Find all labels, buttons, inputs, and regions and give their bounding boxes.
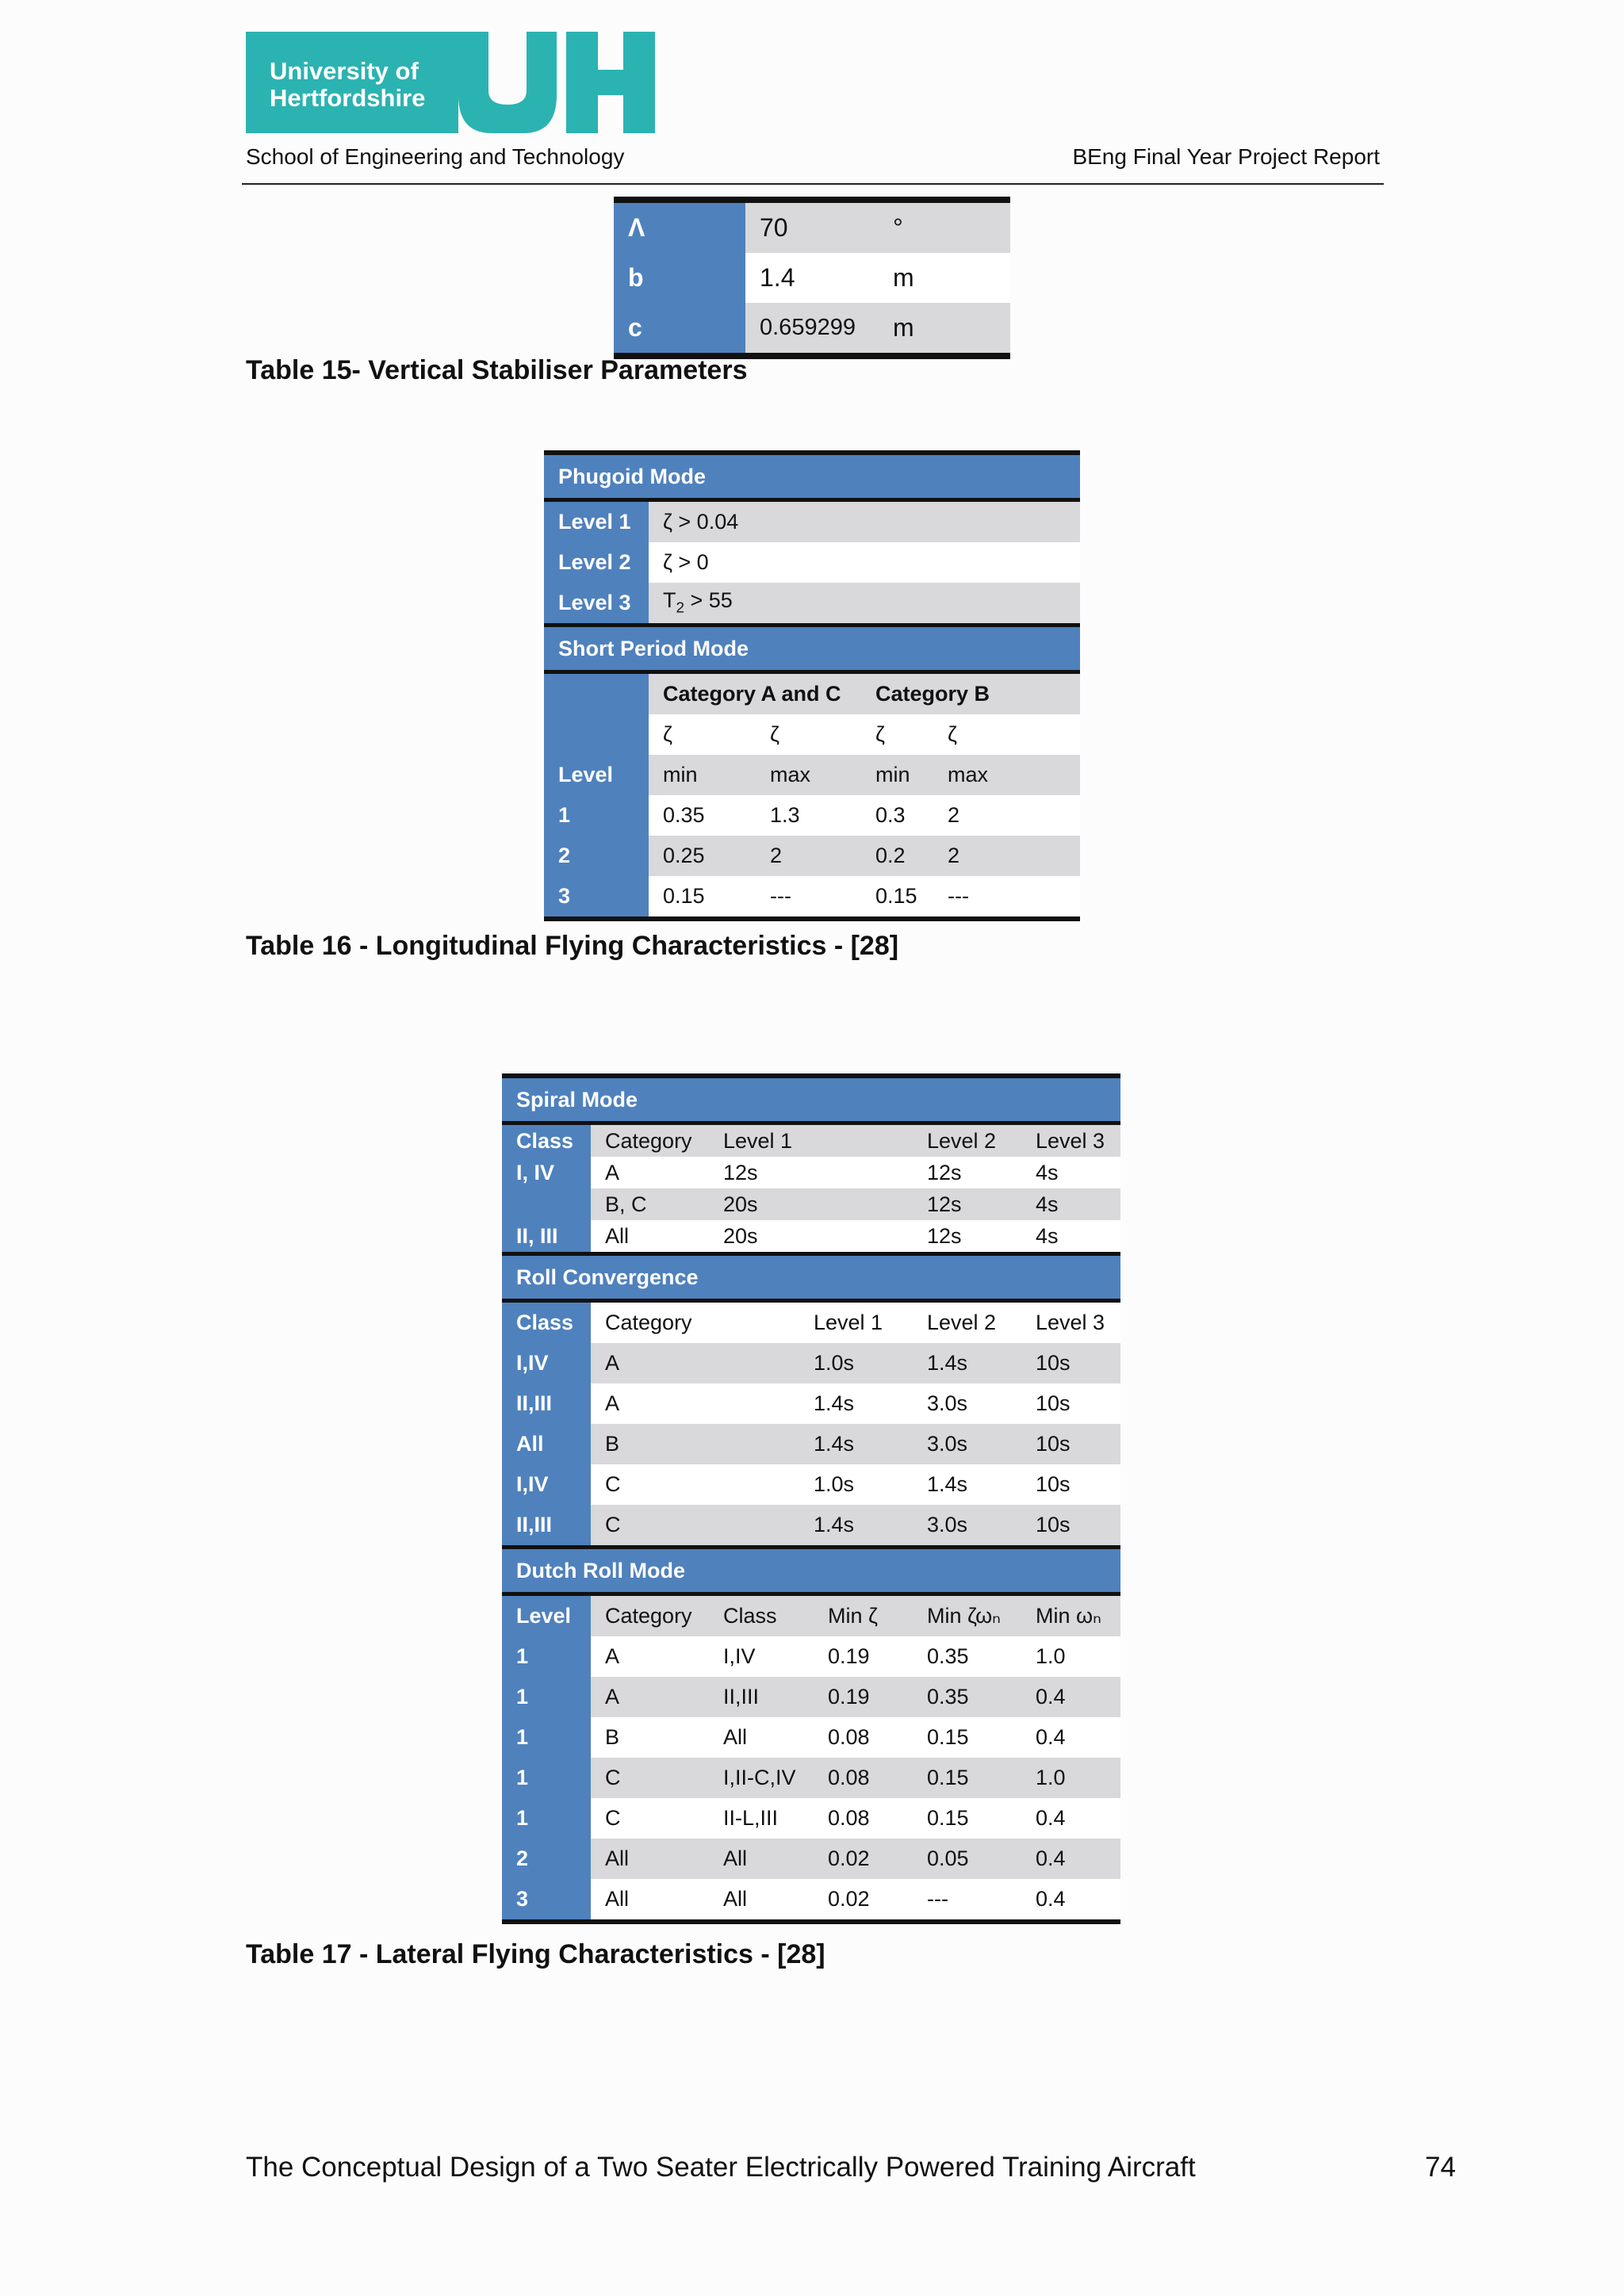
- dutch-roll-title: Dutch Roll Mode: [502, 1548, 1120, 1594]
- level2-header: Level 2: [913, 1301, 1021, 1344]
- class-cell: I,IV: [502, 1343, 591, 1383]
- param-unit: °: [879, 200, 1010, 253]
- vertical-stabiliser-table: [614, 197, 1010, 359]
- cell: 0.19: [814, 1636, 913, 1677]
- table-row: [544, 755, 1080, 795]
- table-row: [502, 1123, 1120, 1158]
- class-cell: I,IV: [502, 1464, 591, 1505]
- level-number: 1: [502, 1636, 591, 1677]
- param-value: 0.659299: [745, 303, 879, 356]
- level-number: 1: [502, 1798, 591, 1839]
- phugoid-criterion: ζ > 0.04: [649, 500, 1080, 543]
- cell: 0.02: [814, 1879, 913, 1922]
- cell: 1.4s: [814, 1505, 913, 1548]
- cell: 3.0s: [913, 1505, 1021, 1548]
- cell: A: [591, 1383, 814, 1424]
- cell: 1.0: [1021, 1636, 1120, 1677]
- cell: 0.4: [1021, 1717, 1120, 1758]
- zeta-symbol: ζ: [933, 714, 1080, 755]
- cell: 1.4s: [913, 1464, 1021, 1505]
- table-row: [502, 1758, 1120, 1798]
- cell: 0.4: [1021, 1879, 1120, 1922]
- cell: A: [591, 1636, 709, 1677]
- cell: 0.15: [861, 876, 933, 919]
- min-header: min: [649, 755, 756, 795]
- cell: 2: [933, 795, 1080, 836]
- roll-convergence-title: Roll Convergence: [502, 1254, 1120, 1301]
- table15-caption: Table 15- Vertical Stabiliser Parameters: [246, 355, 748, 385]
- cell: 0.15: [913, 1717, 1021, 1758]
- cell: 0.15: [649, 876, 756, 919]
- logo-text-line2: Hertfordshire: [270, 84, 426, 112]
- section-header-row: [502, 1076, 1120, 1123]
- cell: 2: [933, 836, 1080, 876]
- cell: All: [591, 1839, 709, 1879]
- cell: 1.0s: [814, 1464, 913, 1505]
- table-row: [614, 303, 1010, 356]
- level1-header: Level 1: [709, 1123, 913, 1158]
- spiral-mode-title: Spiral Mode: [502, 1076, 1120, 1123]
- cell: C: [591, 1798, 709, 1839]
- level-number: 2: [544, 836, 649, 876]
- table-row: [544, 836, 1080, 876]
- level-number: 1: [502, 1677, 591, 1717]
- category-header: Category: [591, 1301, 814, 1344]
- param-unit: m: [879, 253, 1010, 303]
- param-unit: m: [879, 303, 1010, 356]
- cell: B: [591, 1424, 814, 1464]
- cell: 4s: [1021, 1220, 1120, 1254]
- cell: A: [591, 1677, 709, 1717]
- cell: 0.08: [814, 1717, 913, 1758]
- table-row: [502, 1383, 1120, 1424]
- cell: 1.0s: [814, 1343, 913, 1383]
- cell: 20s: [709, 1188, 913, 1220]
- zeta-symbol: ζ: [649, 714, 756, 755]
- section-header-row: [544, 453, 1080, 500]
- cell: 4s: [1021, 1157, 1120, 1188]
- level-number: 2: [502, 1839, 591, 1879]
- phugoid-criterion: [649, 583, 1080, 626]
- cell: 0.02: [814, 1839, 913, 1879]
- section-header-row: [544, 626, 1080, 672]
- min-zeta-wn-header: Min ζωₙ: [913, 1594, 1021, 1637]
- level-number: 1: [502, 1758, 591, 1798]
- cell: 0.4: [1021, 1839, 1120, 1879]
- cell: 3.0s: [913, 1383, 1021, 1424]
- max-header: max: [756, 755, 861, 795]
- footer-report-title: The Conceptual Design of a Two Seater Electrically Powered Training Aircraft: [246, 2152, 1196, 2183]
- min-wn-header: Min ωₙ: [1021, 1594, 1120, 1637]
- param-value: 70: [745, 200, 879, 253]
- header-report-type: BEng Final Year Project Report: [1072, 144, 1380, 169]
- cell: C: [591, 1464, 814, 1505]
- min-zeta-header: Min ζ: [814, 1594, 913, 1637]
- cell: All: [591, 1220, 709, 1254]
- cell: 0.35: [649, 795, 756, 836]
- criterion-text: > 55: [684, 588, 733, 613]
- level3-header: Level 3: [1021, 1301, 1120, 1344]
- class-cell: II, III: [502, 1220, 591, 1254]
- cell: 0.4: [1021, 1677, 1120, 1717]
- category-header: Category: [591, 1123, 709, 1158]
- table-row: [544, 714, 1080, 755]
- cell: 0.05: [913, 1839, 1021, 1879]
- cell: C: [591, 1758, 709, 1798]
- blank-cell: [544, 672, 649, 715]
- cell: 10s: [1021, 1424, 1120, 1464]
- level1-header: Level 1: [814, 1301, 913, 1344]
- class-cell: [502, 1188, 591, 1220]
- cell: 10s: [1021, 1464, 1120, 1505]
- cell: 0.19: [814, 1677, 913, 1717]
- phugoid-mode-title: Phugoid Mode: [544, 453, 1080, 500]
- short-period-title: Short Period Mode: [544, 626, 1080, 672]
- table-row: [502, 1839, 1120, 1879]
- cell: 3.0s: [913, 1424, 1021, 1464]
- table-row: [502, 1636, 1120, 1677]
- cell: C: [591, 1505, 814, 1548]
- table-row: [544, 542, 1080, 583]
- cell: All: [709, 1879, 814, 1922]
- class-cell: II,III: [502, 1505, 591, 1548]
- level-header: Level: [502, 1594, 591, 1637]
- cell: 10s: [1021, 1383, 1120, 1424]
- table-row: [544, 583, 1080, 626]
- table-row: [614, 253, 1010, 303]
- table-row: [502, 1464, 1120, 1505]
- table-row: [502, 1301, 1120, 1344]
- param-value: 1.4: [745, 253, 879, 303]
- cell: B, C: [591, 1188, 709, 1220]
- section-header-row: [502, 1548, 1120, 1594]
- table-row: [544, 500, 1080, 543]
- cell: ---: [756, 876, 861, 919]
- criterion-text: T: [663, 588, 676, 613]
- cell: 1.3: [756, 795, 861, 836]
- min-header: min: [861, 755, 933, 795]
- cell: I,II-C,IV: [709, 1758, 814, 1798]
- criterion-subscript: 2: [676, 599, 685, 617]
- table-row: [502, 1879, 1120, 1922]
- table-row: [502, 1343, 1120, 1383]
- category-ac-header: Category A and C: [649, 672, 861, 715]
- cell: 12s: [913, 1157, 1021, 1188]
- section-header-row: [502, 1254, 1120, 1301]
- cell: I,IV: [709, 1636, 814, 1677]
- level-label: Level 2: [544, 542, 649, 583]
- cell: 1.4s: [814, 1424, 913, 1464]
- table-row: [502, 1188, 1120, 1220]
- table-row: [502, 1594, 1120, 1637]
- table-row: [502, 1505, 1120, 1548]
- table-row: [544, 876, 1080, 919]
- cell: All: [591, 1879, 709, 1922]
- header-school: School of Engineering and Technology: [246, 144, 625, 169]
- level-label: Level 3: [544, 583, 649, 626]
- cell: 0.08: [814, 1758, 913, 1798]
- cell: 1.4s: [814, 1383, 913, 1424]
- cell: 0.4: [1021, 1798, 1120, 1839]
- cell: 0.08: [814, 1798, 913, 1839]
- cell: 10s: [1021, 1505, 1120, 1548]
- cell: 0.35: [913, 1677, 1021, 1717]
- cell: II,III: [709, 1677, 814, 1717]
- class-cell: All: [502, 1424, 591, 1464]
- class-header: Class: [502, 1301, 591, 1344]
- level2-header: Level 2: [913, 1123, 1021, 1158]
- cell: ---: [913, 1879, 1021, 1922]
- param-symbol: Λ: [614, 200, 745, 253]
- cell: 20s: [709, 1220, 913, 1254]
- zeta-symbol: ζ: [756, 714, 861, 755]
- level-number: 1: [544, 795, 649, 836]
- university-logo: [246, 32, 655, 133]
- cell: 1.4s: [913, 1343, 1021, 1383]
- cell: 0.15: [913, 1798, 1021, 1839]
- table-row: [502, 1798, 1120, 1839]
- logo-text-line1: University of: [270, 57, 419, 85]
- cell: 10s: [1021, 1343, 1120, 1383]
- cell: 0.15: [913, 1758, 1021, 1798]
- blank-cell: [544, 714, 649, 755]
- param-symbol: c: [614, 303, 745, 356]
- cell: ---: [933, 876, 1080, 919]
- param-symbol: b: [614, 253, 745, 303]
- cell: 0.2: [861, 836, 933, 876]
- lateral-characteristics-table: [502, 1073, 1120, 1924]
- cell: 4s: [1021, 1188, 1120, 1220]
- level-number: 3: [544, 876, 649, 919]
- zeta-symbol: ζ: [861, 714, 933, 755]
- table-row: [502, 1677, 1120, 1717]
- cell: All: [709, 1839, 814, 1879]
- cell: 12s: [709, 1157, 913, 1188]
- table-row: [502, 1717, 1120, 1758]
- class-cell: I, IV: [502, 1157, 591, 1188]
- header-divider: [242, 183, 1384, 185]
- longitudinal-characteristics-table: [544, 450, 1080, 921]
- table-row: [614, 200, 1010, 253]
- level-number: 3: [502, 1879, 591, 1922]
- max-header: max: [933, 755, 1080, 795]
- page-number: 74: [1425, 2152, 1456, 2183]
- cell: 0.35: [913, 1636, 1021, 1677]
- cell: A: [591, 1157, 709, 1188]
- cell: B: [591, 1717, 709, 1758]
- cell: 0.3: [861, 795, 933, 836]
- cell: II-L,III: [709, 1798, 814, 1839]
- table-row: [502, 1220, 1120, 1254]
- level-header: Level: [544, 755, 649, 795]
- table17-caption: Table 17 - Lateral Flying Characteristics - [28]: [246, 1939, 825, 1969]
- table-row: [502, 1424, 1120, 1464]
- cell: 12s: [913, 1220, 1021, 1254]
- level-number: 1: [502, 1717, 591, 1758]
- table16-caption: Table 16 - Longitudinal Flying Characteristics - [28]: [246, 931, 899, 961]
- cell: 0.25: [649, 836, 756, 876]
- cell: A: [591, 1343, 814, 1383]
- table-row: [502, 1157, 1120, 1188]
- level-label: Level 1: [544, 500, 649, 543]
- cell: 2: [756, 836, 861, 876]
- cell: 12s: [913, 1188, 1021, 1220]
- class-header: Class: [502, 1123, 591, 1158]
- class-header: Class: [709, 1594, 814, 1637]
- cell: All: [709, 1717, 814, 1758]
- category-b-header: Category B: [861, 672, 1080, 715]
- table-row: [544, 795, 1080, 836]
- phugoid-criterion: ζ > 0: [649, 542, 1080, 583]
- table-row: [544, 672, 1080, 715]
- class-cell: II,III: [502, 1383, 591, 1424]
- category-header: Category: [591, 1594, 709, 1637]
- cell: 1.0: [1021, 1758, 1120, 1798]
- level3-header: Level 3: [1021, 1123, 1120, 1158]
